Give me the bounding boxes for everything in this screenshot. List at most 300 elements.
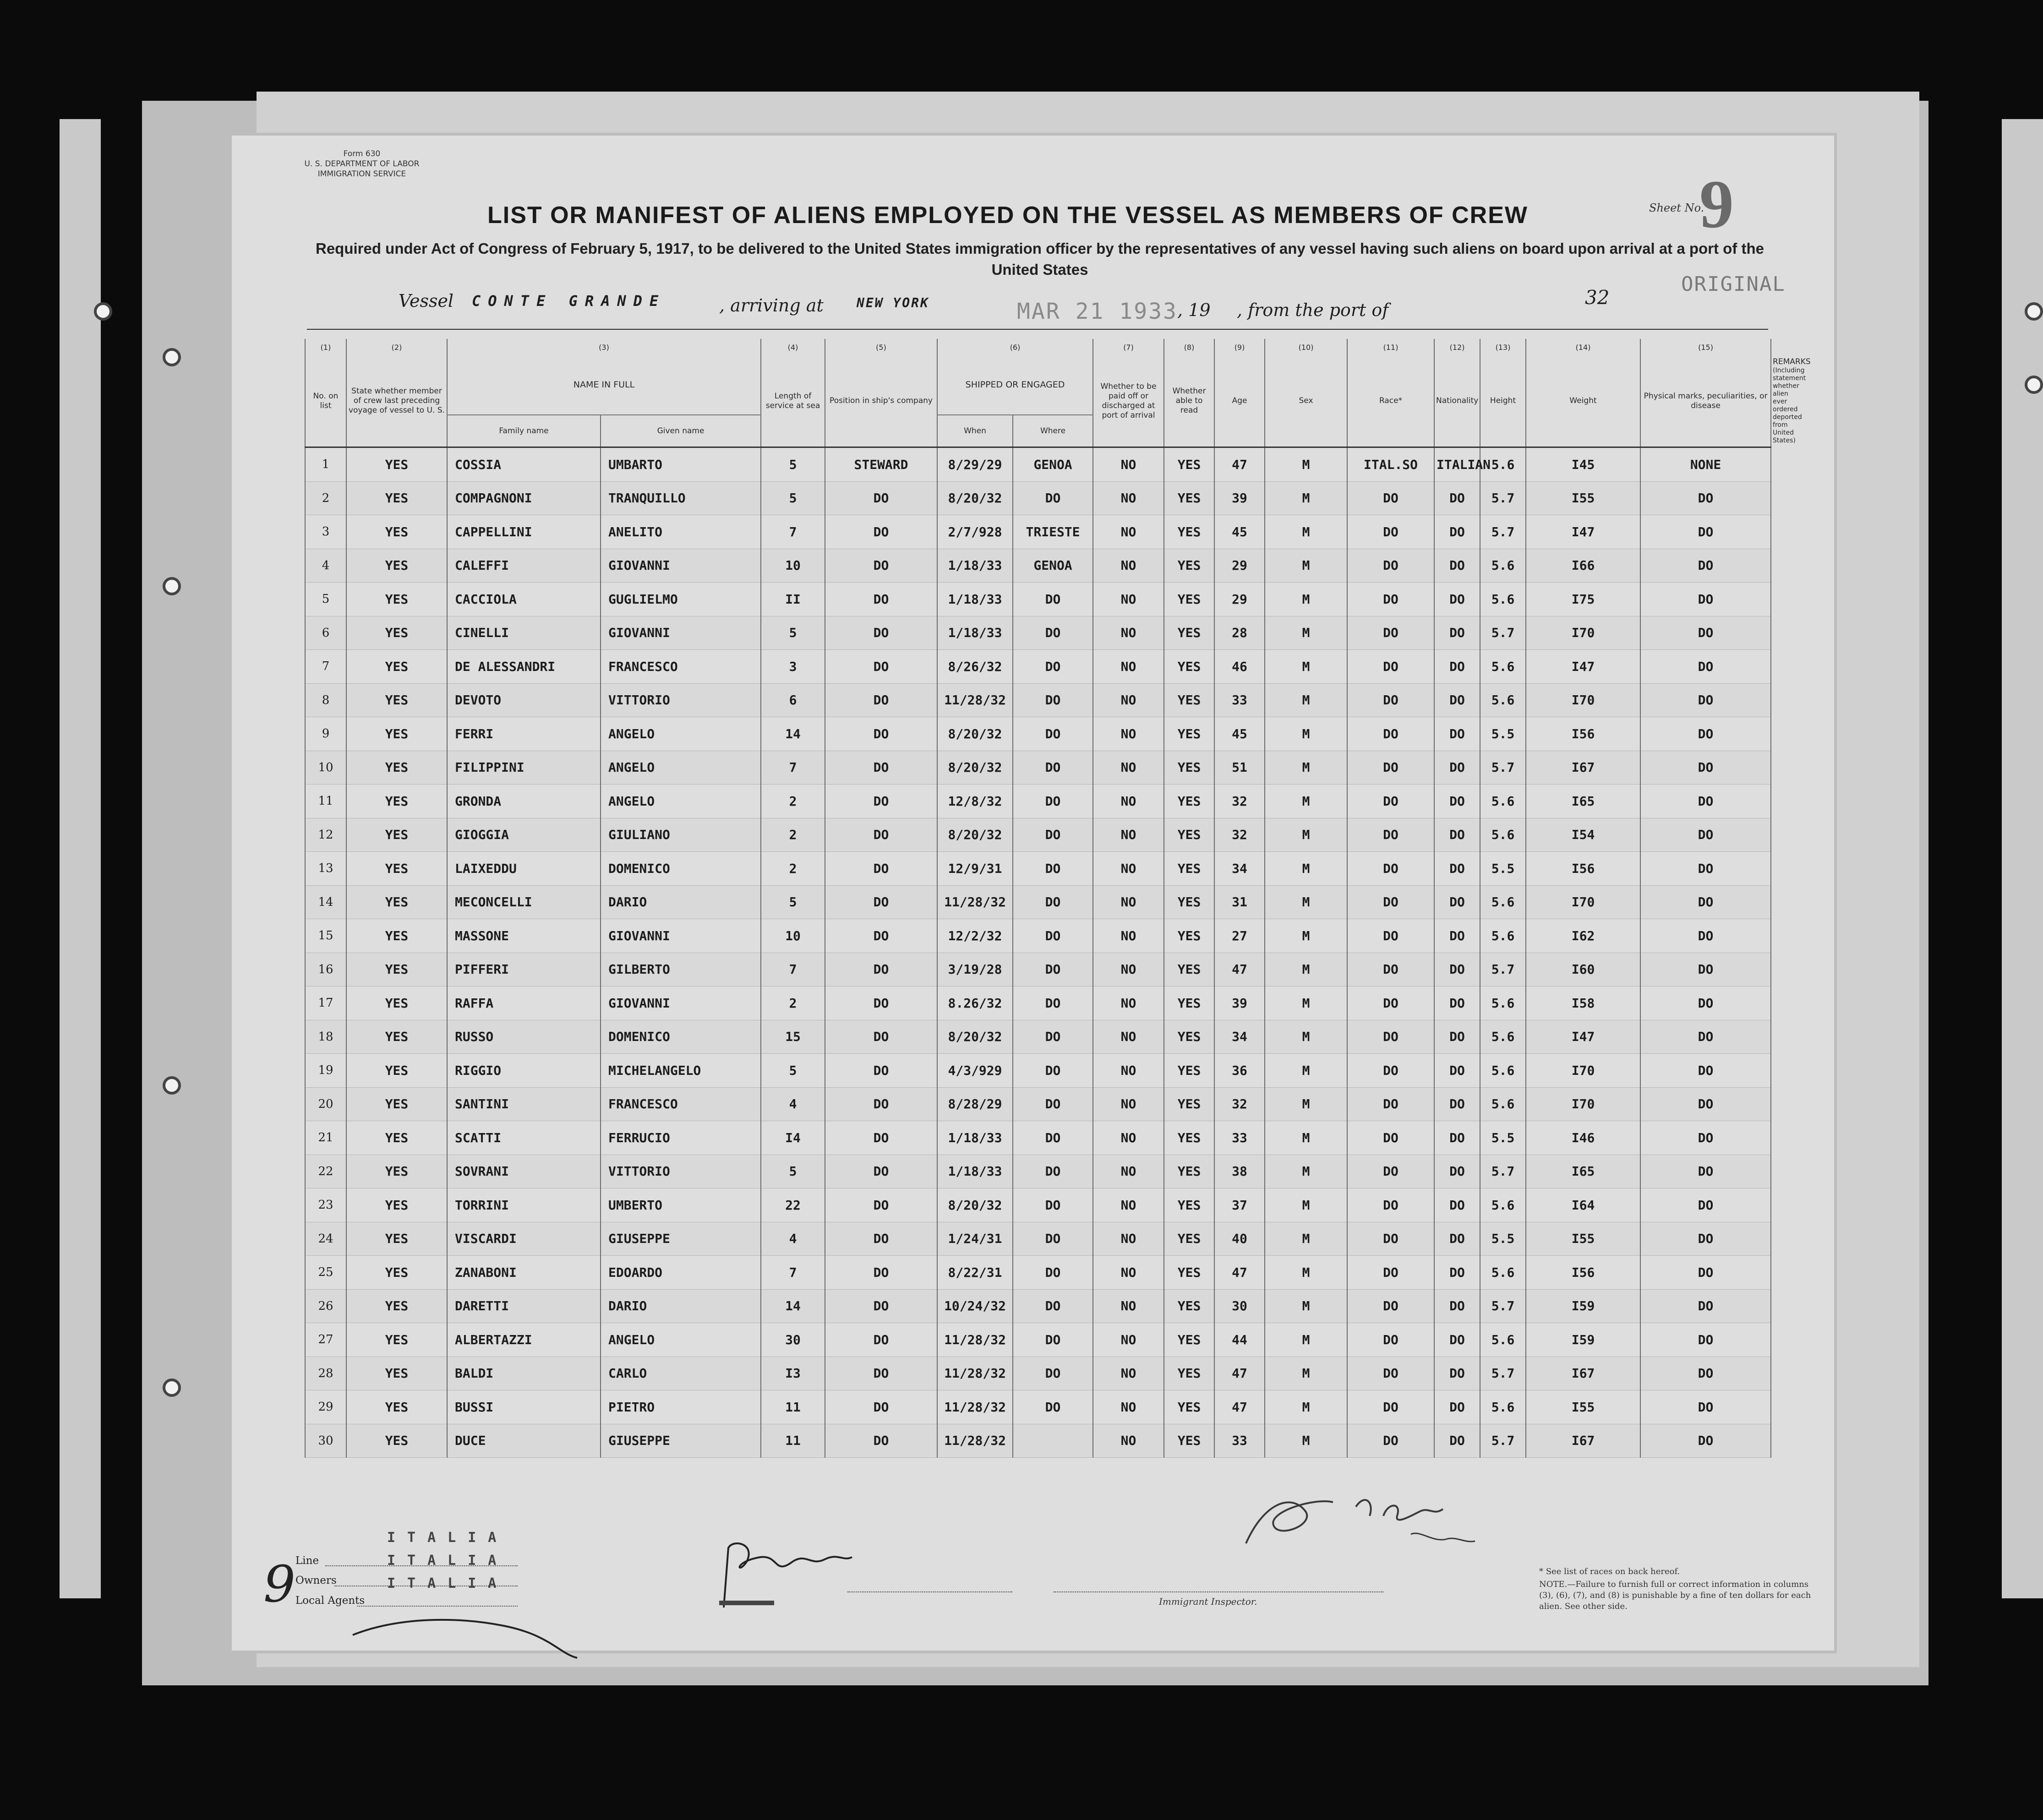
table-row [305,818,1771,852]
able-to-read: YES [1164,447,1214,482]
line-number: 14 [305,885,346,919]
height: 5.6 [1480,919,1526,953]
age: 47 [1214,953,1265,986]
weight: I66 [1526,549,1640,583]
family-name: CACCIOLA [447,583,601,616]
weight: I59 [1526,1323,1640,1357]
service-length: 7 [761,751,825,785]
given-name: GUGLIELMO [601,583,761,616]
line-number: 30 [305,1424,346,1458]
nationality: ITALIAN [1434,447,1480,482]
shipped-where: DO [1013,885,1093,919]
age: 47 [1214,447,1265,482]
nationality: DO [1434,751,1480,785]
able-to-read: YES [1164,885,1214,919]
table-row [305,583,1771,616]
height: 5.7 [1480,751,1526,785]
header-race: Race* [1347,355,1434,447]
weight: I75 [1526,583,1640,616]
service-length: I4 [761,1121,825,1155]
age: 32 [1214,1087,1265,1121]
height: 5.5 [1480,1121,1526,1155]
line-number: 6 [305,616,346,650]
header-physical: Physical marks, peculiarities, or disease [1640,355,1771,447]
shipped-when: 12/9/31 [937,852,1013,886]
family-name: COMPAGNONI [447,481,601,515]
table-row [305,1289,1771,1323]
family-name: DE ALESSANDRI [447,650,601,684]
weight: I67 [1526,1424,1640,1458]
able-to-read: YES [1164,1424,1214,1458]
family-name: GRONDA [447,785,601,818]
header-given-name: Given name [601,415,761,447]
vessel-name: CONTE GRANDE [472,292,666,310]
line-number: 10 [305,751,346,785]
given-name: DARIO [601,885,761,919]
given-name: DOMENICO [601,1020,761,1054]
physical-marks: DO [1640,885,1771,919]
physical-marks: DO [1640,1188,1771,1222]
family-name: COSSIA [447,447,601,482]
sex: M [1265,549,1347,583]
table-row [305,1390,1771,1424]
header-when: When [937,415,1013,447]
binder-hole [94,302,112,321]
shipped-where: DO [1013,818,1093,852]
sex: M [1265,785,1347,818]
given-name: ANGELO [601,1323,761,1357]
date-stamp: MAR 21 1933 [1017,299,1178,324]
physical-marks: DO [1640,717,1771,751]
service-length: 11 [761,1390,825,1424]
family-name: PIFFERI [447,953,601,986]
paid-off: NO [1093,583,1164,616]
weight: I56 [1526,852,1640,886]
physical-marks: DO [1640,549,1771,583]
position: DO [825,1289,937,1323]
able-to-read: YES [1164,852,1214,886]
race-note: * See list of races on back hereof. [1539,1567,1680,1576]
service-length: 11 [761,1424,825,1458]
table-row [305,751,1771,785]
original-stamp: ORIGINAL [1681,272,1786,296]
nationality: DO [1434,549,1480,583]
position: DO [825,1424,937,1458]
crew-member-flag: YES [346,1054,447,1088]
nationality: DO [1434,1087,1480,1121]
age: 44 [1214,1323,1265,1357]
col-num: (9) [1214,339,1265,355]
service-length: 6 [761,683,825,717]
able-to-read: YES [1164,1256,1214,1290]
table-row [305,1256,1771,1290]
sex: M [1265,616,1347,650]
age: 29 [1214,583,1265,616]
line-number: 13 [305,852,346,886]
position: DO [825,1020,937,1054]
nationality: DO [1434,1390,1480,1424]
shipped-where: DO [1013,1121,1093,1155]
shipped-when: 1/18/33 [937,549,1013,583]
shipped-when: 11/28/32 [937,885,1013,919]
crew-member-flag: YES [346,549,447,583]
service-length: 15 [761,1020,825,1054]
family-name: RUSSO [447,1020,601,1054]
family-name: RIGGIO [447,1054,601,1088]
shipped-where: DO [1013,1390,1093,1424]
line-number: 27 [305,1323,346,1357]
able-to-read: YES [1164,751,1214,785]
line-label: Line [295,1555,319,1567]
year-suffix: 32 [1585,286,1610,309]
family-name: LAIXEDDU [447,852,601,886]
crew-member-flag: YES [346,1155,447,1188]
position: DO [825,986,937,1020]
race: DO [1347,683,1434,717]
sex: M [1265,818,1347,852]
race: DO [1347,919,1434,953]
paid-off: NO [1093,683,1164,717]
paid-off: NO [1093,1020,1164,1054]
shipped-where: GENOA [1013,549,1093,583]
nationality: DO [1434,953,1480,986]
age: 33 [1214,1424,1265,1458]
col-num: (7) [1093,339,1164,355]
table-row [305,1087,1771,1121]
table-row [305,986,1771,1020]
agents-label: Local Agents [295,1595,365,1607]
table-row [305,953,1771,986]
binder-hole [163,1379,181,1397]
physical-marks: DO [1640,953,1771,986]
sex: M [1265,751,1347,785]
paid-off: NO [1093,515,1164,549]
sex: M [1265,1155,1347,1188]
page-subtitle: Required under Act of Congress of February 5, 1917, to be delivered to the United States immigration officer by the representatives of any vessel having such aliens on board upon arrival at a port of the United States [315,240,1764,278]
line-number: 29 [305,1390,346,1424]
crew-member-flag: YES [346,1323,447,1357]
height: 5.6 [1480,447,1526,482]
crew-member-flag: YES [346,953,447,986]
shipped-when: 8/20/32 [937,481,1013,515]
position: DO [825,549,937,583]
race: DO [1347,1087,1434,1121]
position: DO [825,583,937,616]
sex: M [1265,1256,1347,1290]
nationality: DO [1434,1222,1480,1256]
line-number: 20 [305,1087,346,1121]
crew-member-flag: YES [346,616,447,650]
service-length: 5 [761,447,825,482]
given-name: DARIO [601,1289,761,1323]
age: 34 [1214,852,1265,886]
crew-member-flag: YES [346,481,447,515]
line-number: 17 [305,986,346,1020]
service-length: 5 [761,616,825,650]
paid-off: NO [1093,986,1164,1020]
shipped-where: DO [1013,1289,1093,1323]
fine-note: NOTE.—Failure to furnish full or correct information in columns (3), (6), (7), and (8) is punishable by a fine of ten dollars for each alien. See other side. [1539,1580,1811,1611]
age: 34 [1214,1020,1265,1054]
shipped-when: 1/18/33 [937,583,1013,616]
shipped-where: DO [1013,583,1093,616]
physical-marks: DO [1640,986,1771,1020]
physical-marks: DO [1640,481,1771,515]
able-to-read: YES [1164,616,1214,650]
race: DO [1347,481,1434,515]
able-to-read: YES [1164,986,1214,1020]
shipped-when: 8/20/32 [937,1188,1013,1222]
height: 5.7 [1480,1424,1526,1458]
agents-value: ITALIA [387,1575,508,1591]
paid-off: NO [1093,1121,1164,1155]
vessel-line-rule [307,329,1768,330]
race: DO [1347,1256,1434,1290]
height: 5.6 [1480,1087,1526,1121]
weight: I47 [1526,1020,1640,1054]
physical-marks: DO [1640,1390,1771,1424]
binder-page-right [2002,119,2043,1598]
service-length: 5 [761,1054,825,1088]
age: 39 [1214,986,1265,1020]
family-name: BUSSI [447,1390,601,1424]
physical-marks: DO [1640,1020,1771,1054]
line-number: 22 [305,1155,346,1188]
service-length: 7 [761,953,825,986]
age: 33 [1214,1121,1265,1155]
crew-member-flag: YES [346,919,447,953]
weight: I65 [1526,1155,1640,1188]
age: 33 [1214,683,1265,717]
table-row [305,447,1771,482]
header-able-read: Whether able to read [1164,355,1214,447]
paid-off: NO [1093,1222,1164,1256]
shipped-when: 8/22/31 [937,1256,1013,1290]
nationality: DO [1434,1424,1480,1458]
table-row [305,616,1771,650]
family-name: FILIPPINI [447,751,601,785]
line-number: 5 [305,583,346,616]
height: 5.6 [1480,683,1526,717]
weight: I55 [1526,481,1640,515]
height: 5.6 [1480,986,1526,1020]
nationality: DO [1434,785,1480,818]
line-number: 19 [305,1054,346,1088]
able-to-read: YES [1164,1222,1214,1256]
position: DO [825,1188,937,1222]
shipped-when: 8/26/32 [937,650,1013,684]
physical-marks: DO [1640,751,1771,785]
owners-label: Owners [295,1575,337,1586]
age: 30 [1214,1289,1265,1323]
position: DO [825,852,937,886]
position: DO [825,919,937,953]
physical-marks: DO [1640,1424,1771,1458]
sex: M [1265,481,1347,515]
height: 5.7 [1480,616,1526,650]
shipped-where: DO [1013,1155,1093,1188]
physical-marks: DO [1640,515,1771,549]
sex: M [1265,650,1347,684]
col-num: (13) [1480,339,1526,355]
paid-off: NO [1093,481,1164,515]
nationality: DO [1434,1121,1480,1155]
header-family-name: Family name [447,415,601,447]
service-length: 7 [761,515,825,549]
crew-member-flag: YES [346,515,447,549]
age: 31 [1214,885,1265,919]
weight: I45 [1526,447,1640,482]
age: 38 [1214,1155,1265,1188]
service-length: 2 [761,785,825,818]
line-number: 12 [305,818,346,852]
sex: M [1265,717,1347,751]
crew-manifest-table [305,339,1811,1458]
physical-marks: DO [1640,852,1771,886]
service-length: 5 [761,885,825,919]
age: 47 [1214,1357,1265,1390]
race: DO [1347,1390,1434,1424]
paid-off: NO [1093,852,1164,886]
sex: M [1265,1323,1347,1357]
weight: I56 [1526,717,1640,751]
given-name: VITTORIO [601,683,761,717]
race: DO [1347,717,1434,751]
header-no-on-list: No. on list [305,355,346,447]
given-name: EDOARDO [601,1256,761,1290]
paid-off: NO [1093,885,1164,919]
physical-marks: NONE [1640,447,1771,482]
given-name: MICHELANGELO [601,1054,761,1088]
position: DO [825,953,937,986]
weight: I56 [1526,1256,1640,1290]
height: 5.6 [1480,818,1526,852]
service-length: 5 [761,1155,825,1188]
height: 5.7 [1480,481,1526,515]
nationality: DO [1434,717,1480,751]
year-label: , 19 [1177,300,1211,320]
age: 37 [1214,1188,1265,1222]
header-shipped: SHIPPED OR ENGAGED [937,355,1093,415]
height: 5.6 [1480,785,1526,818]
nationality: DO [1434,1020,1480,1054]
weight: I60 [1526,953,1640,986]
table-row [305,1054,1771,1088]
shipped-when: 11/28/32 [937,1424,1013,1458]
physical-marks: DO [1640,1357,1771,1390]
age: 39 [1214,481,1265,515]
binder-hole [163,1076,181,1095]
weight: I47 [1526,650,1640,684]
service-length: 2 [761,852,825,886]
col-num: (11) [1347,339,1434,355]
crew-member-flag: YES [346,1357,447,1390]
table-row [305,1222,1771,1256]
column-group-row: No. on list State whether member of crew last preceding voyage of vessel to U. S. NAME IN FULL Length of service at sea Position in ship's company SHIPPED OR ENGAGED Whether to be paid off or discharged at port of arrival Whether able to read Age Sex Race* Nationality Height Weight Physical marks, peculiarities, or disease REMARKS (Including statement whether alien ever ordered deported from United States) [305,355,1771,415]
family-name: TORRINI [447,1188,601,1222]
shipped-where: DO [1013,481,1093,515]
header-nationality: Nationality [1434,355,1480,447]
height: 5.6 [1480,583,1526,616]
family-name: CAPPELLINI [447,515,601,549]
race: DO [1347,818,1434,852]
nationality: DO [1434,515,1480,549]
weight: I46 [1526,1121,1640,1155]
family-name: BALDI [447,1357,601,1390]
given-name: GIOVANNI [601,616,761,650]
crew-member-flag: YES [346,447,447,482]
nationality: DO [1434,481,1480,515]
height: 5.6 [1480,1256,1526,1290]
physical-marks: DO [1640,683,1771,717]
age: 51 [1214,751,1265,785]
table-row [305,1323,1771,1357]
able-to-read: YES [1164,1087,1214,1121]
table-row [305,852,1771,886]
paid-off: NO [1093,1424,1164,1458]
manifest-sheet [229,133,1837,1653]
able-to-read: YES [1164,1054,1214,1088]
family-name: RAFFA [447,986,601,1020]
sex: M [1265,583,1347,616]
vessel-label: Vessel [399,291,454,311]
given-name: GIUSEPPE [601,1222,761,1256]
height: 5.6 [1480,1323,1526,1357]
service-name: IMMIGRATION SERVICE [317,169,406,179]
sheet-number-label: Sheet No. [1649,202,1704,214]
sex: M [1265,885,1347,919]
age: 36 [1214,1054,1265,1088]
able-to-read: YES [1164,785,1214,818]
weight: I65 [1526,785,1640,818]
height: 5.7 [1480,953,1526,986]
position: DO [825,616,937,650]
shipped-when: 8/20/32 [937,751,1013,785]
paid-off: NO [1093,1289,1164,1323]
shipped-when: 8/20/32 [937,717,1013,751]
shipped-where: GENOA [1013,447,1093,482]
nationality: DO [1434,1357,1480,1390]
given-name: UMBARTO [601,447,761,482]
nationality: DO [1434,919,1480,953]
position: DO [825,1323,937,1357]
line-number: 21 [305,1121,346,1155]
line-number: 28 [305,1357,346,1390]
handwritten-sheet-number: 9 [263,1555,295,1613]
family-name: MASSONE [447,919,601,953]
paid-off: NO [1093,919,1164,953]
position: DO [825,515,937,549]
shipped-when: 11/28/32 [937,683,1013,717]
shipped-where: DO [1013,1256,1093,1290]
shipped-where: DO [1013,1188,1093,1222]
race: DO [1347,616,1434,650]
shipped-where: DO [1013,717,1093,751]
given-name: GIUSEPPE [601,1424,761,1458]
header-name-in-full: NAME IN FULL [447,355,761,415]
race: DO [1347,1121,1434,1155]
inspector-underline [1054,1591,1383,1592]
race: DO [1347,953,1434,986]
table-row [305,885,1771,919]
given-name: ANELITO [601,515,761,549]
family-name: DEVOTO [447,683,601,717]
col-num: (12) [1434,339,1480,355]
family-name: SCATTI [447,1121,601,1155]
height: 5.7 [1480,1357,1526,1390]
position: DO [825,751,937,785]
height: 5.6 [1480,650,1526,684]
